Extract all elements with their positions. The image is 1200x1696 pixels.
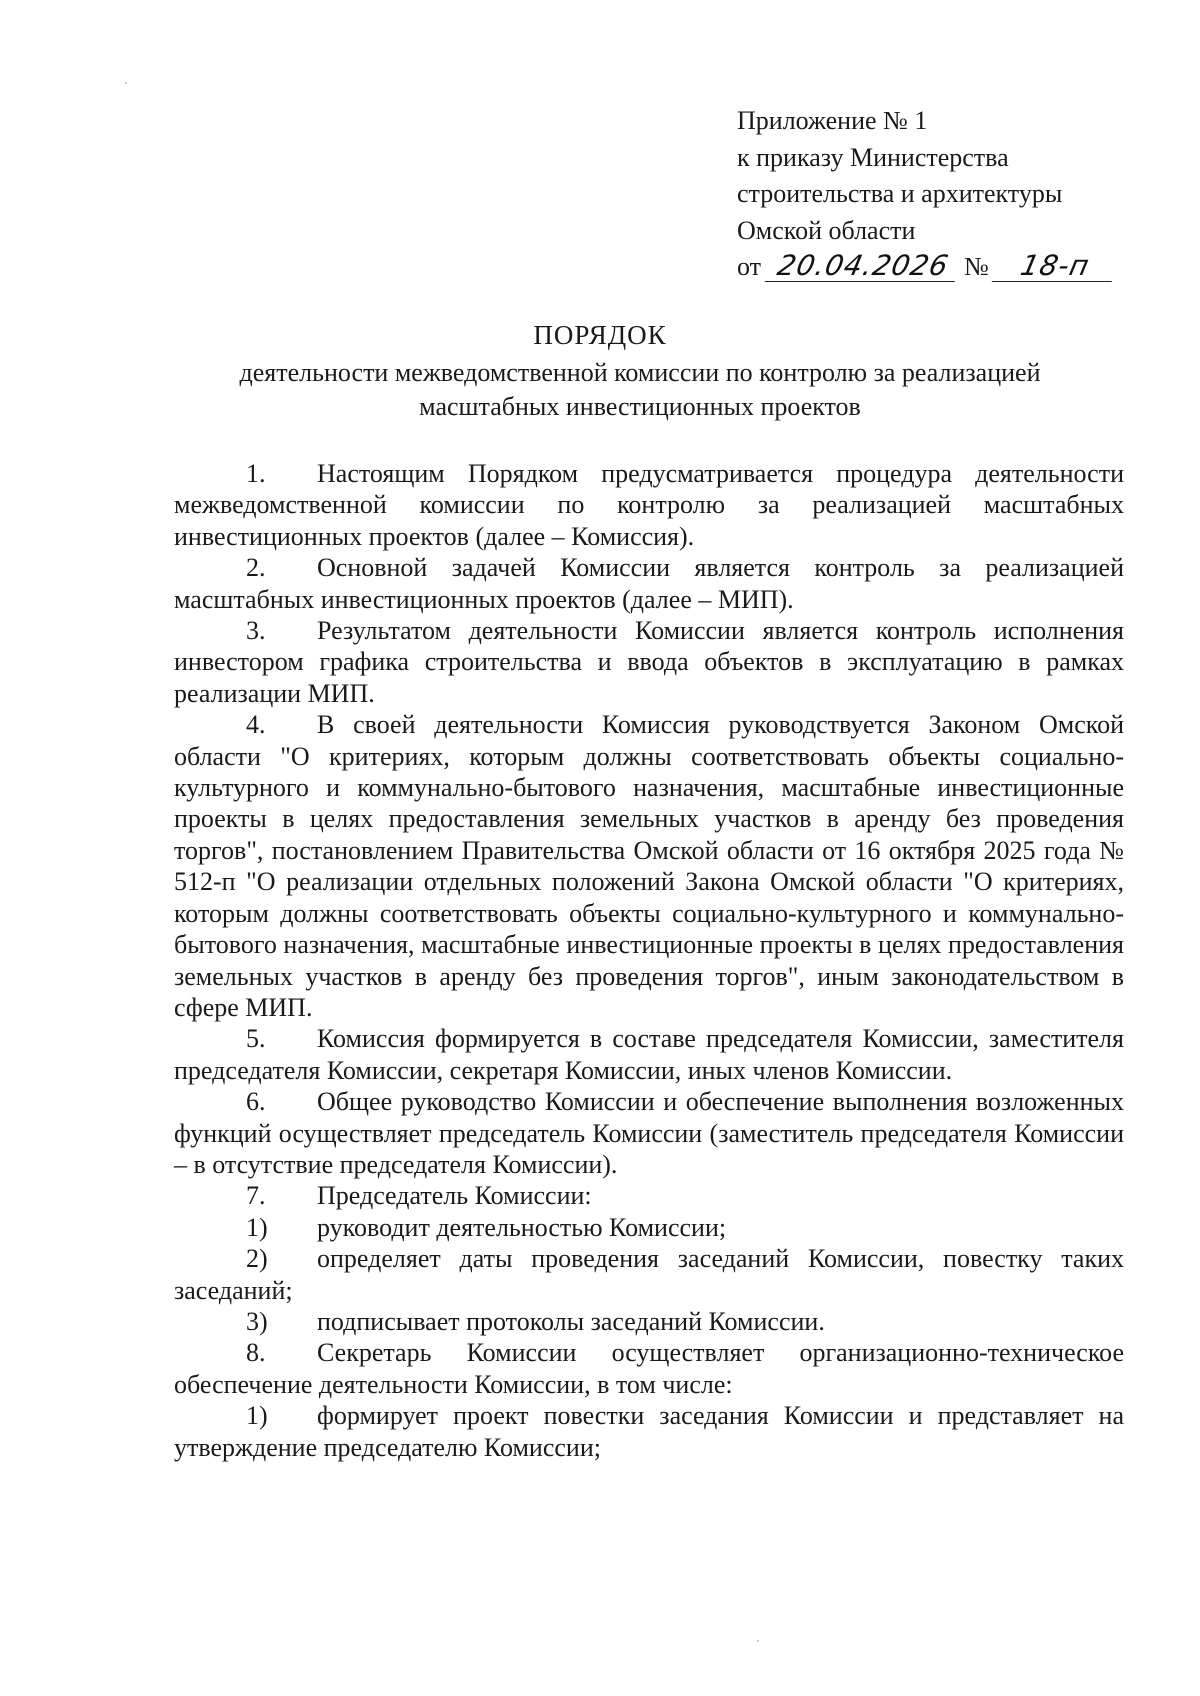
subitem-text: руководит деятельностью Комиссии; [317, 1212, 727, 1242]
paragraph-text: Настоящим Порядком предусматривается процедура деятельности межведомственной комиссии по контролю за реализацией масштабных инвестиционных проектов (далее – Комиссия). [174, 459, 1124, 551]
from-label: от [737, 252, 762, 281]
subitem-number: 1) [246, 1401, 268, 1431]
paragraph-1 [174, 458, 1124, 552]
paragraph-number: 7. [246, 1181, 266, 1211]
scan-speck [757, 1640, 759, 1642]
paragraph-text: Результатом деятельности Комиссии является контроль исполнения инвестором графика строительства и ввода объектов в эксплуатацию в рамках реализации МИП. [174, 616, 1124, 708]
paragraph-5 [174, 1023, 1124, 1086]
paragraph-6 [174, 1086, 1124, 1180]
document-subtitle [200, 356, 1080, 424]
paragraph-number: 5. [246, 1024, 266, 1054]
paragraph-3 [174, 615, 1124, 709]
paragraph-7-1 [174, 1212, 1124, 1243]
handwritten-date: 20.04.2026 [764, 251, 961, 282]
paragraph-number: 1. [246, 459, 266, 488]
paragraph-text: Основной задачей Комиссии является контроль за реализацией масштабных инвестиционных проектов (далее – МИП). [174, 553, 1124, 614]
appendix-line-3: строительства и архитектуры [737, 179, 1063, 208]
subitem-text: определяет даты проведения заседаний Комиссии, повестку таких заседаний; [174, 1244, 1124, 1305]
paragraph-7-3 [174, 1306, 1124, 1337]
subitem-text: подписывает протоколы заседаний Комиссии. [317, 1306, 825, 1336]
paragraph-2 [174, 552, 1124, 615]
paragraph-7 [174, 1180, 1124, 1211]
paragraph-text: Общее руководство Комиссии и обеспечение выполнения возложенных функций осуществляет председатель Комиссии (заместитель председателя Комиссии – в отсутствие председателя Комиссии). [174, 1087, 1124, 1179]
paragraph-7-2 [174, 1243, 1124, 1306]
scan-speck [125, 82, 127, 84]
subitem-number: 1) [246, 1212, 268, 1242]
subitem-number: 3) [246, 1306, 268, 1336]
paragraph-8-1 [174, 1400, 1124, 1463]
handwritten-number: 18-п [992, 251, 1119, 282]
paragraph-text: В своей деятельности Комиссия руководствуется Законом Омской области "О критериях, которым должны соответствовать объекты социально-культурного и коммунально-бытового назначения, масштабные инвестиционные проекты в целях предоставления земельных участков в аренду без проведения торгов", постановлением Правительства Омской области от 16 октября 2025 года № 512-п "О реализации отдельных положений Закона Омской области "О критериях, которым должны соответствовать объекты социально-культурного и коммунально-бытового назначения, масштабные инвестиционные проекты в целях предоставления земельных участков в аренду без проведения торгов", иным законодательством в сфере МИП. [174, 710, 1124, 1022]
appendix-line-1: Приложение № 1 [737, 106, 928, 135]
appendix-date-line [737, 249, 1167, 286]
subitem-text: формирует проект повестки заседания Комиссии и представляет на утверждение председателю Комиссии; [174, 1401, 1124, 1462]
paragraph-text: Председатель Комиссии: [317, 1181, 592, 1211]
document-title: ПОРЯДОК [533, 320, 667, 350]
paragraph-number: 3. [246, 616, 266, 646]
paragraph-number: 6. [246, 1087, 266, 1117]
appendix-line-2: к приказу Министерства [737, 142, 1009, 172]
paragraph-text: Секретарь Комиссии осуществляет организационно-техническое обеспечение деятельности Комиссии, в том числе: [174, 1338, 1124, 1399]
subtitle-line-2: масштабных инвестиционных проектов [419, 392, 861, 421]
subtitle-line-1: деятельности межведомственной комиссии по контролю за реализацией [239, 358, 1041, 387]
document-body [174, 458, 1124, 1463]
paragraph-4 [174, 709, 1124, 1023]
paragraph-number: 8. [246, 1338, 266, 1368]
paragraph-8 [174, 1337, 1124, 1400]
subitem-number: 2) [246, 1244, 268, 1274]
appendix-header [737, 103, 1167, 286]
paragraph-number: 2. [246, 553, 266, 583]
number-label: № [964, 252, 989, 281]
appendix-line-4: Омской области [737, 215, 916, 245]
paragraph-number: 4. [246, 710, 266, 740]
paragraph-text: Комиссия формируется в составе председателя Комиссии, заместителя председателя Комиссии, секретаря Комиссии, иных членов Комиссии. [174, 1024, 1124, 1085]
